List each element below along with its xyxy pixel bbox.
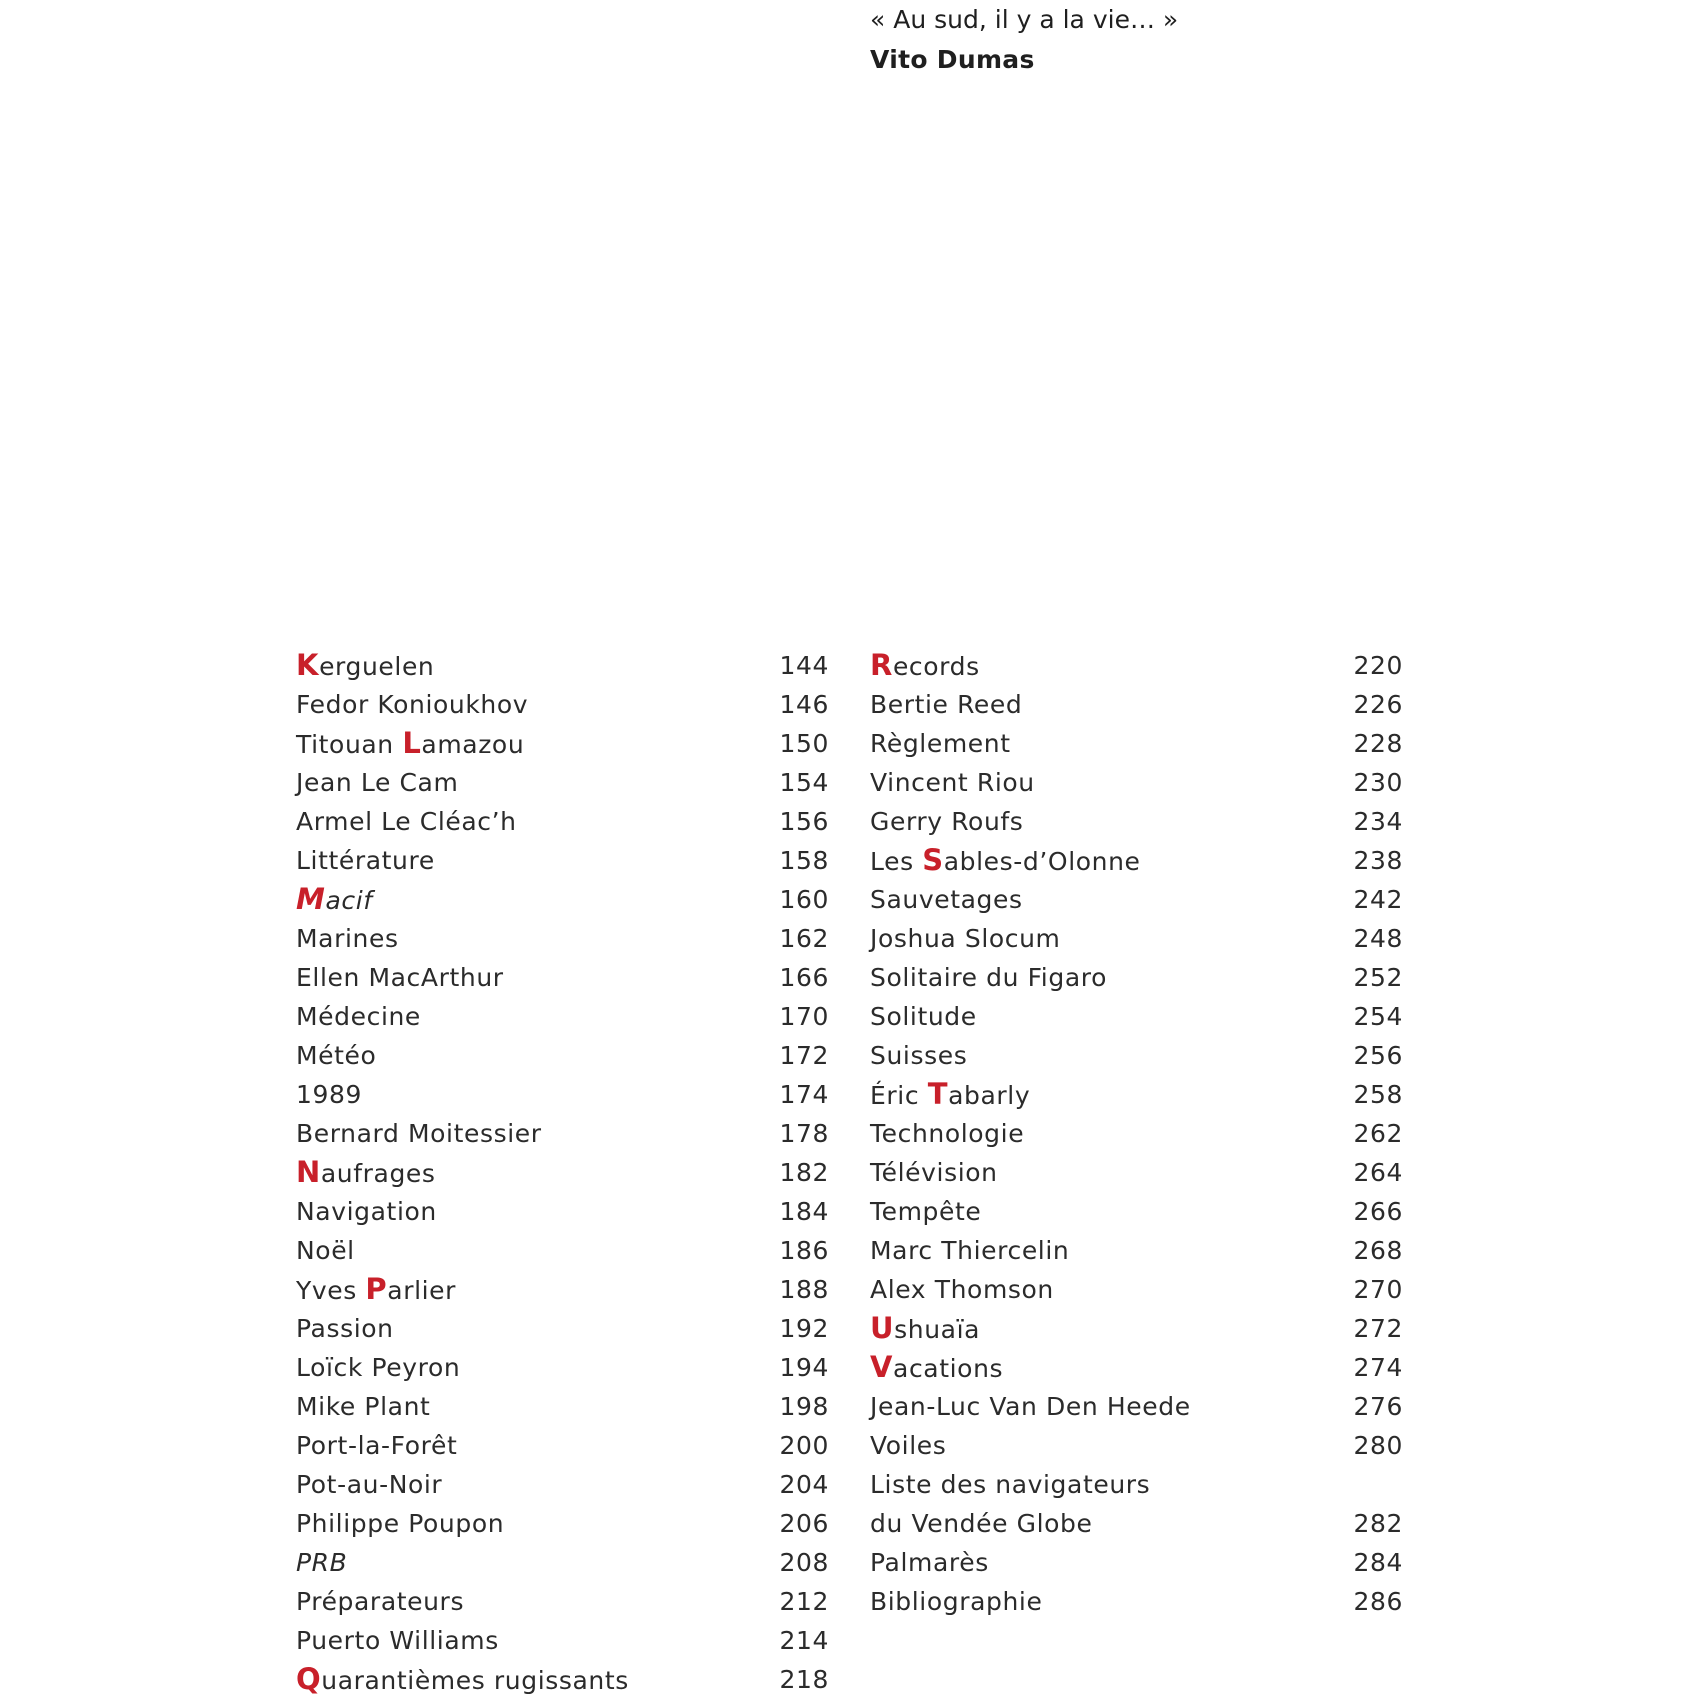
toc-entry[interactable] xyxy=(296,1270,829,1309)
section-initial-letter: V xyxy=(870,1350,894,1384)
toc-entry-page-number: 200 xyxy=(779,1431,829,1460)
toc-entry-title-text: Marines xyxy=(296,924,399,953)
toc-entry-title xyxy=(870,1387,1191,1426)
toc-entry-title xyxy=(296,1621,499,1660)
toc-entry-title xyxy=(296,1231,355,1270)
toc-column-left xyxy=(296,646,829,1699)
toc-entry-page-number: 146 xyxy=(779,690,829,719)
toc-entry-title xyxy=(870,1582,1042,1621)
section-initial-letter: M xyxy=(296,882,326,916)
toc-entry-page-number: 258 xyxy=(1353,1080,1403,1109)
toc-entry-page-number: 264 xyxy=(1353,1158,1403,1187)
toc-entry-title xyxy=(870,1153,998,1192)
toc-entry-title xyxy=(296,841,435,880)
toc-entry[interactable] xyxy=(870,1582,1403,1621)
toc-entry[interactable] xyxy=(870,1231,1403,1270)
toc-entry-page-number: 280 xyxy=(1353,1431,1403,1460)
toc-entry-title-text: Solitaire du Figaro xyxy=(870,963,1107,992)
section-initial-letter: R xyxy=(870,648,893,682)
toc-entry-title xyxy=(870,1309,980,1349)
toc-entry-title xyxy=(870,1114,1024,1153)
toc-entry-title xyxy=(870,880,1023,919)
toc-entry[interactable] xyxy=(870,1114,1403,1153)
toc-entry-title xyxy=(296,997,421,1036)
toc-entry-title-text: 1989 xyxy=(296,1080,363,1109)
toc-entry[interactable] xyxy=(870,1504,1403,1543)
toc-entry-page-number: 166 xyxy=(779,963,829,992)
toc-column-right xyxy=(870,646,1403,1621)
toc-entry-title-rest: erguelen xyxy=(319,652,435,681)
toc-entry-title-text: Loïck Peyron xyxy=(296,1353,461,1382)
toc-entry[interactable] xyxy=(870,1309,1403,1348)
toc-entry[interactable] xyxy=(870,1465,1403,1504)
toc-entry-page-number: 238 xyxy=(1353,846,1403,875)
toc-entry-page-number: 194 xyxy=(779,1353,829,1382)
toc-entry[interactable] xyxy=(296,841,829,880)
epigraph-author: Vito Dumas xyxy=(870,45,1035,74)
toc-entry-title xyxy=(870,1543,989,1582)
toc-entry-title-rest: ecords xyxy=(892,652,980,681)
toc-entry[interactable] xyxy=(296,685,829,724)
toc-entry-title-text: Jean Le Cam xyxy=(296,768,459,797)
toc-entry-page-number: 220 xyxy=(1353,651,1403,680)
epigraph-quote: « Au sud, il y a la vie… » xyxy=(870,5,1179,34)
toc-entry-title xyxy=(296,1075,362,1114)
section-initial-letter: L xyxy=(402,726,422,760)
toc-entry[interactable] xyxy=(870,1270,1403,1309)
toc-entry[interactable] xyxy=(296,1114,829,1153)
toc-entry[interactable] xyxy=(870,1387,1403,1426)
toc-entry-title-text: Voiles xyxy=(870,1431,947,1460)
toc-entry-page-number: 230 xyxy=(1353,768,1403,797)
toc-entry-page-number: 266 xyxy=(1353,1197,1403,1226)
toc-entry-title xyxy=(870,919,1061,958)
toc-entry-page-number: 162 xyxy=(779,924,829,953)
toc-entry[interactable] xyxy=(296,880,829,919)
toc-entry-page-number: 212 xyxy=(779,1587,829,1616)
toc-entry-title-text: du Vendée Globe xyxy=(870,1509,1093,1538)
toc-entry-title xyxy=(870,1075,1030,1115)
toc-entry-title-rest: arlier xyxy=(387,1276,457,1305)
toc-entry[interactable] xyxy=(870,685,1403,724)
toc-entry-title-text: Littérature xyxy=(296,846,435,875)
toc-entry-title-text: Liste des navigateurs xyxy=(870,1470,1151,1499)
toc-entry-title xyxy=(296,1582,464,1621)
toc-entry-title xyxy=(870,1036,967,1075)
toc-entry-title xyxy=(296,763,458,802)
toc-entry[interactable] xyxy=(870,919,1403,958)
toc-entry-page-number: 286 xyxy=(1353,1587,1403,1616)
toc-entry-page-number: 150 xyxy=(779,729,829,758)
toc-entry-title-text: Marc Thiercelin xyxy=(870,1236,1070,1265)
toc-entry-title-text: Puerto Williams xyxy=(296,1626,499,1655)
toc-entry-title-text: Tempête xyxy=(870,1197,982,1226)
toc-entry-title xyxy=(870,1192,981,1231)
toc-entry-page-number: 160 xyxy=(779,885,829,914)
toc-entry-title xyxy=(870,1426,946,1465)
toc-entry-title-text: Palmarès xyxy=(870,1548,989,1577)
toc-entry-title-text: Gerry Roufs xyxy=(870,807,1024,836)
toc-entry-title-rest: abarly xyxy=(948,1081,1031,1110)
toc-entry-page-number: 204 xyxy=(779,1470,829,1499)
toc-entry[interactable] xyxy=(296,1426,829,1465)
toc-entry-title xyxy=(296,1270,456,1310)
toc-entry[interactable] xyxy=(870,1153,1403,1192)
toc-entry-title-text: Titouan xyxy=(296,730,403,759)
toc-entry-title xyxy=(870,685,1022,724)
toc-entry-title xyxy=(296,1348,460,1387)
toc-entry-page-number: 272 xyxy=(1353,1314,1403,1343)
toc-entry-page-number: 214 xyxy=(779,1626,829,1655)
section-initial-letter: K xyxy=(296,648,320,682)
toc-entry-page-number: 254 xyxy=(1353,1002,1403,1031)
toc-entry-page-number: 154 xyxy=(779,768,829,797)
toc-entry[interactable] xyxy=(870,1348,1403,1387)
toc-entry-page-number: 284 xyxy=(1353,1548,1403,1577)
toc-entry-title xyxy=(870,841,1141,881)
toc-entry-title-text: Passion xyxy=(296,1314,394,1343)
toc-entry[interactable] xyxy=(296,1387,829,1426)
toc-entry-title xyxy=(296,1309,394,1348)
toc-entry-title-rest: aufrages xyxy=(320,1159,436,1188)
toc-entry[interactable] xyxy=(870,802,1403,841)
toc-entry[interactable] xyxy=(296,1192,829,1231)
toc-entry-page-number: 218 xyxy=(779,1665,829,1694)
toc-entry[interactable] xyxy=(296,646,829,685)
section-initial-letter: S xyxy=(922,843,944,877)
toc-entry[interactable] xyxy=(296,958,829,997)
toc-entry-title xyxy=(870,997,977,1036)
toc-entry[interactable] xyxy=(296,1309,829,1348)
toc-entry-title xyxy=(870,1348,1003,1388)
toc-entry-title-rest: shuaïa xyxy=(894,1315,981,1344)
toc-entry[interactable] xyxy=(870,958,1403,997)
toc-entry-title-text: Technologie xyxy=(870,1119,1025,1148)
toc-entry-page-number: 170 xyxy=(779,1002,829,1031)
toc-entry-title xyxy=(296,724,524,764)
toc-entry-page-number: 234 xyxy=(1353,807,1403,836)
toc-entry-title xyxy=(296,1153,436,1193)
toc-entry[interactable] xyxy=(296,997,829,1036)
toc-entry-title xyxy=(296,958,504,997)
toc-entry-page-number: 182 xyxy=(779,1158,829,1187)
toc-entry-title-text: Bernard Moitessier xyxy=(296,1119,542,1148)
toc-entry-title xyxy=(296,1504,504,1543)
section-initial-letter: U xyxy=(870,1311,895,1345)
toc-entry[interactable] xyxy=(870,1426,1403,1465)
toc-entry-title-rest: ables-d’Olonne xyxy=(943,847,1141,876)
toc-entry[interactable] xyxy=(296,919,829,958)
toc-entry-title xyxy=(870,763,1035,802)
toc-entry-title-text: Mike Plant xyxy=(296,1392,431,1421)
toc-entry-title-text: Alex Thomson xyxy=(870,1275,1054,1304)
toc-entry[interactable] xyxy=(870,1075,1403,1114)
toc-entry-page-number: 186 xyxy=(779,1236,829,1265)
toc-entry-title-text: Météo xyxy=(296,1041,377,1070)
toc-entry-page-number: 178 xyxy=(779,1119,829,1148)
toc-entry[interactable] xyxy=(870,1036,1403,1075)
toc-entry-title-text: Règlement xyxy=(870,729,1011,758)
toc-entry-title xyxy=(870,1504,1093,1543)
toc-entry-title-text: Solitude xyxy=(870,1002,977,1031)
toc-entry-page-number: 252 xyxy=(1353,963,1403,992)
toc-entry-title-text: PRB xyxy=(296,1548,348,1577)
toc-entry[interactable] xyxy=(296,1153,829,1192)
toc-entry-title xyxy=(296,1387,430,1426)
toc-entry-page-number: 192 xyxy=(779,1314,829,1343)
toc-entry-title xyxy=(870,1270,1054,1309)
toc-entry[interactable] xyxy=(870,763,1403,802)
toc-entry[interactable] xyxy=(296,1348,829,1387)
section-initial-letter: Q xyxy=(296,1662,322,1696)
toc-entry[interactable] xyxy=(870,997,1403,1036)
toc-entry-title xyxy=(870,646,980,686)
toc-entry-title-text: Philippe Poupon xyxy=(296,1509,505,1538)
toc-entry-page-number: 156 xyxy=(779,807,829,836)
toc-entry-title-text: Préparateurs xyxy=(296,1587,465,1616)
toc-entry-title-text: Fedor Konioukhov xyxy=(296,690,529,719)
section-initial-letter: P xyxy=(365,1272,388,1306)
toc-entry-title-rest: uarantièmes rugissants xyxy=(321,1666,629,1695)
toc-entry[interactable] xyxy=(296,1582,829,1621)
toc-entry-title-text: Suisses xyxy=(870,1041,968,1070)
toc-entry[interactable] xyxy=(870,1543,1403,1582)
toc-entry-title-text: Médecine xyxy=(296,1002,421,1031)
toc-entry-title-text: Les xyxy=(870,847,923,876)
toc-entry-title-rest: amazou xyxy=(421,730,525,759)
toc-entry[interactable] xyxy=(296,1504,829,1543)
toc-entry[interactable] xyxy=(870,724,1403,763)
toc-entry-title-text: Bibliographie xyxy=(870,1587,1043,1616)
toc-entry-page-number: 172 xyxy=(779,1041,829,1070)
toc-entry-page-number: 262 xyxy=(1353,1119,1403,1148)
toc-entry-title xyxy=(870,1231,1069,1270)
toc-entry-title xyxy=(296,1114,542,1153)
toc-entry-title xyxy=(870,958,1107,997)
toc-entry-page-number: 276 xyxy=(1353,1392,1403,1421)
toc-entry[interactable] xyxy=(296,763,829,802)
toc-entry-title-text: Armel Le Cléac’h xyxy=(296,807,517,836)
toc-entry[interactable] xyxy=(870,1192,1403,1231)
toc-entry-title xyxy=(870,1465,1150,1504)
toc-entry-page-number: 228 xyxy=(1353,729,1403,758)
toc-entry-title-text: Bertie Reed xyxy=(870,690,1023,719)
toc-entry-title xyxy=(296,1192,437,1231)
toc-entry-title xyxy=(870,802,1023,841)
toc-entry-title xyxy=(296,646,434,686)
toc-entry-page-number: 198 xyxy=(779,1392,829,1421)
toc-entry[interactable] xyxy=(296,724,829,763)
toc-entry-title-text: Sauvetages xyxy=(870,885,1023,914)
toc-entry[interactable] xyxy=(296,1075,829,1114)
toc-entry-title xyxy=(296,802,517,841)
toc-entry-title-text: Éric xyxy=(870,1081,928,1110)
section-initial-letter: T xyxy=(927,1077,949,1111)
toc-entry-page-number: 270 xyxy=(1353,1275,1403,1304)
toc-entry-page-number: 256 xyxy=(1353,1041,1403,1070)
toc-entry-title-rest: acif xyxy=(325,886,373,915)
toc-entry-title xyxy=(296,919,399,958)
toc-entry[interactable] xyxy=(296,1036,829,1075)
toc-entry-page-number: 208 xyxy=(779,1548,829,1577)
toc-entry-page-number: 158 xyxy=(779,846,829,875)
toc-entry-title-text: Yves xyxy=(296,1276,366,1305)
toc-entry-page-number: 248 xyxy=(1353,924,1403,953)
toc-entry[interactable] xyxy=(296,1231,829,1270)
toc-entry-title xyxy=(296,685,528,724)
toc-entry-title-text: Joshua Slocum xyxy=(870,924,1061,953)
toc-entry-title-text: Vincent Riou xyxy=(870,768,1035,797)
toc-entry-title-text: Jean-Luc Van Den Heede xyxy=(870,1392,1191,1421)
toc-entry[interactable] xyxy=(870,646,1403,685)
toc-entry[interactable] xyxy=(870,880,1403,919)
epigraph xyxy=(870,0,1178,78)
toc-entry[interactable] xyxy=(296,1543,829,1582)
toc-entry-page-number: 282 xyxy=(1353,1509,1403,1538)
toc-entry-title xyxy=(296,1036,376,1075)
toc-entry-title-text: Ellen MacArthur xyxy=(296,963,504,992)
toc-entry-title-text: Noël xyxy=(296,1236,355,1265)
toc-entry-title-text: Télévision xyxy=(870,1158,998,1187)
toc-entry-title-rest: acations xyxy=(893,1354,1004,1383)
toc-entry-page-number: 144 xyxy=(779,651,829,680)
toc-entry-title-text: Navigation xyxy=(296,1197,437,1226)
toc-entry-page-number: 206 xyxy=(779,1509,829,1538)
toc-entry-page-number: 188 xyxy=(779,1275,829,1304)
toc-entry-title-text: Pot-au-Noir xyxy=(296,1470,443,1499)
toc-entry[interactable] xyxy=(296,1660,829,1699)
toc-entry[interactable] xyxy=(296,802,829,841)
toc-entry[interactable] xyxy=(296,1465,829,1504)
toc-entry-title xyxy=(296,1465,442,1504)
toc-entry-title xyxy=(296,1543,347,1582)
toc-entry-page-number: 268 xyxy=(1353,1236,1403,1265)
toc-entry-page-number: 184 xyxy=(779,1197,829,1226)
toc-entry-page-number: 274 xyxy=(1353,1353,1403,1382)
toc-entry-page-number: 174 xyxy=(779,1080,829,1109)
toc-entry-title xyxy=(296,880,373,920)
toc-entry[interactable] xyxy=(870,841,1403,880)
toc-entry-page-number: 226 xyxy=(1353,690,1403,719)
section-initial-letter: N xyxy=(296,1155,321,1189)
toc-entry[interactable] xyxy=(296,1621,829,1660)
toc-entry-title xyxy=(870,724,1011,763)
toc-entry-title xyxy=(296,1426,457,1465)
toc-entry-page-number: 242 xyxy=(1353,885,1403,914)
toc-entry-title xyxy=(296,1660,629,1700)
toc-entry-title-text: Port-la-Forêt xyxy=(296,1431,458,1460)
